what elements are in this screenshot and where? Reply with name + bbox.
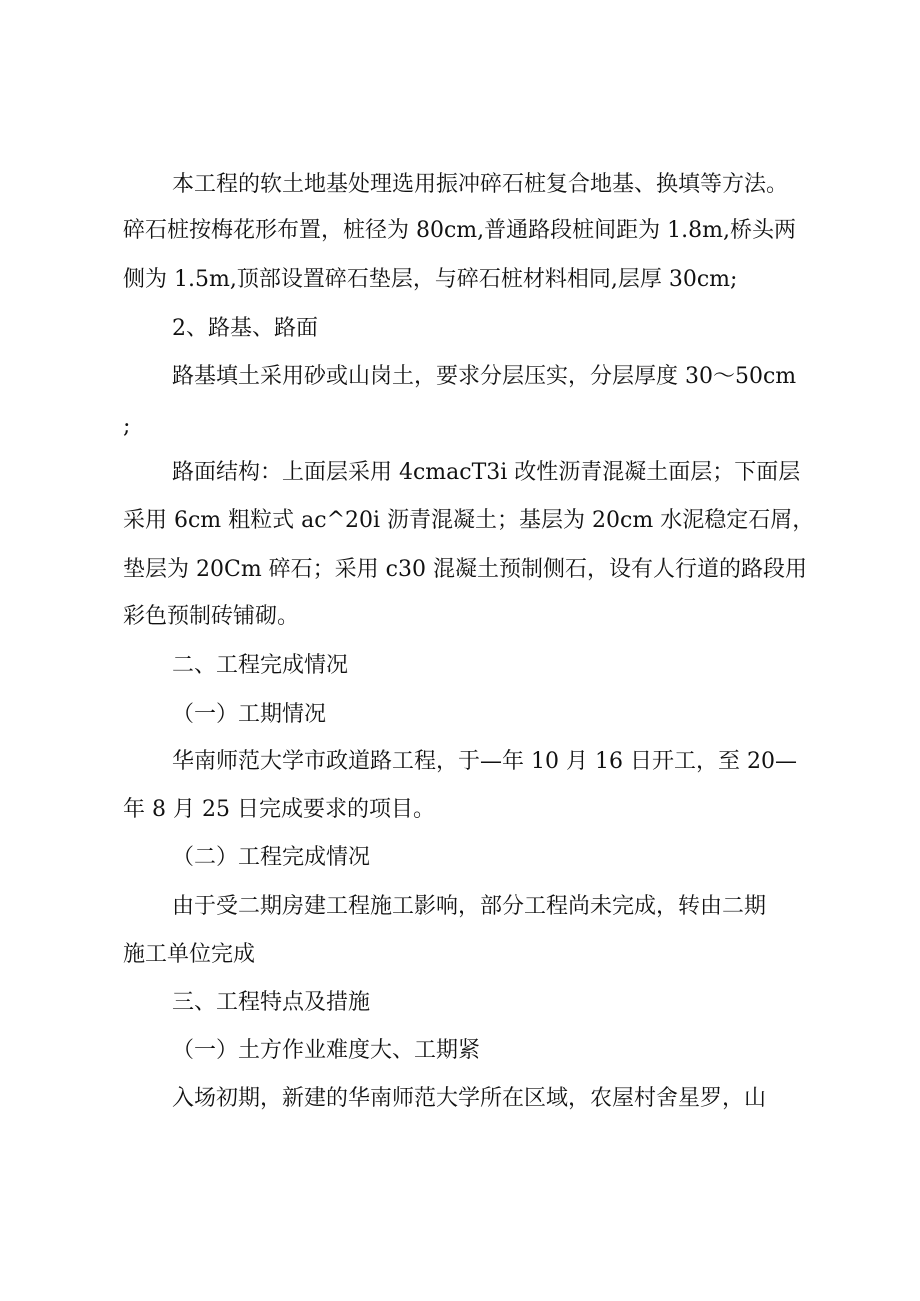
subsection-heading: （一）工期情况 bbox=[172, 702, 327, 727]
paragraph-line: 路面结构：上面层采用 4cmacT3i 改性沥青混凝土面层；下面层 bbox=[172, 460, 801, 485]
paragraph-line: 彩色预制砖铺砌。 bbox=[123, 604, 300, 629]
subsection-heading: （二）工程完成情况 bbox=[172, 845, 371, 870]
paragraph-line: 华南师范大学市政道路工程，于—年 10 月 16 日开工，至 20— bbox=[172, 749, 797, 774]
paragraph-line: 采用 6cm 粗粒式 ac^20i 沥青混凝土；基层为 20cm 水泥稳定石屑， bbox=[123, 508, 815, 533]
section-heading: 2、路基、路面 bbox=[172, 316, 318, 341]
paragraph-line: 本工程的软土地基处理选用振冲碎石桩复合地基、换填等方法。 bbox=[172, 172, 789, 197]
subsection-heading: （一）土方作业难度大、工期紧 bbox=[172, 1038, 481, 1063]
paragraph-line: 垫层为 20Cm 碎石；采用 c30 混凝土预制侧石，设有人行道的路段用 bbox=[123, 557, 807, 582]
section-heading: 二、工程完成情况 bbox=[172, 653, 349, 678]
paragraph-line: 侧为 1.5m,顶部设置碎石垫层，与碎石桩材料相同,层厚 30cm; bbox=[123, 267, 738, 292]
paragraph-line: 年 8 月 25 日完成要求的项目。 bbox=[123, 797, 435, 822]
paragraph-line: 由于受二期房建工程施工影响，部分工程尚未完成，转由二期 bbox=[172, 894, 767, 919]
paragraph-line: 碎石桩按梅花形布置，桩径为 80cm,普通路段桩间距为 1.8m,桥头两 bbox=[123, 218, 796, 243]
paragraph-line: 路基填土采用砂或山岗土，要求分层压实，分层厚度 30～50cm bbox=[172, 364, 797, 389]
section-heading: 三、工程特点及措施 bbox=[172, 990, 371, 1015]
paragraph-line: 施工单位完成 bbox=[123, 942, 256, 967]
paragraph-line: 入场初期，新建的华南师范大学所在区域，农屋村舍星罗，山 bbox=[172, 1086, 767, 1111]
paragraph-line: ; bbox=[123, 414, 131, 439]
